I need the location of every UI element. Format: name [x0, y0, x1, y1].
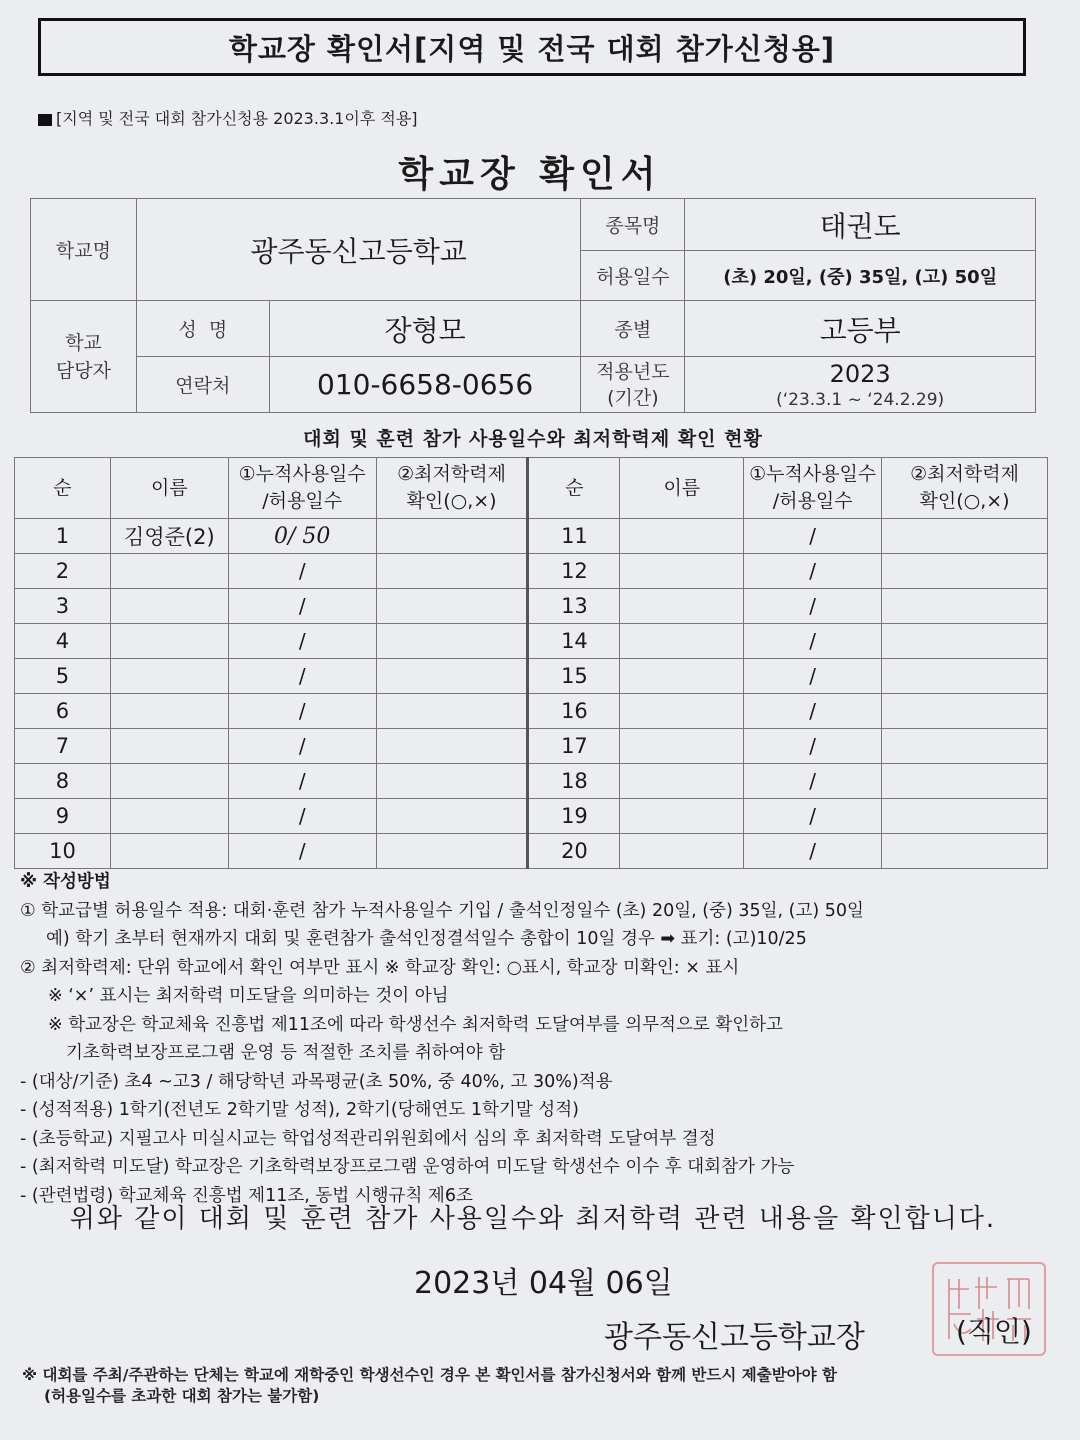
header-name: 이름 [620, 458, 744, 519]
seal-label: (직인) [956, 1315, 1032, 1348]
student-no-cell: 19 [528, 799, 620, 834]
student-name-cell [620, 799, 744, 834]
school-info-table [30, 198, 1036, 413]
min-academic-cell [882, 729, 1048, 764]
cumulative-days-cell: / [744, 799, 882, 834]
instructions-heading: ※ 작성방법 [20, 872, 111, 892]
min-academic-cell [882, 554, 1048, 589]
table-row [15, 659, 1048, 694]
header-no: 순 [528, 458, 620, 519]
student-name-cell [620, 554, 744, 589]
min-academic-cell [376, 589, 528, 624]
cumulative-days-cell: / [744, 764, 882, 799]
contact-label: 연락처 [136, 357, 269, 413]
student-no-cell: 12 [528, 554, 620, 589]
min-academic-cell [376, 834, 528, 869]
document-banner: 학교장 확인서[지역 및 전국 대회 참가신청용] [38, 18, 1026, 76]
allowed-days-label: 허용일수 [581, 251, 685, 301]
student-no-cell: 16 [528, 694, 620, 729]
name-label: 성 명 [136, 301, 269, 357]
instruction-dash-5: - (관련법령) 학교체육 진흥법 제11조, 동법 시행규칙 제6조 [20, 1185, 473, 1206]
instruction-note-2b: 기초학력보장프로그램 운영 등 적절한 조치를 취하여야 함 [66, 1043, 506, 1063]
table-row [15, 589, 1048, 624]
cumulative-days-cell: / [228, 659, 376, 694]
instruction-item-1: ① 학교급별 허용일수 적용: 대회·훈련 참가 누적사용일수 기입 / 출석인정일수 (초) 20일, (중) 35일, (고) 50일 [20, 900, 864, 921]
student-no-cell: 15 [528, 659, 620, 694]
table-row [15, 554, 1048, 589]
year-cell [685, 357, 1036, 413]
table-row [15, 624, 1048, 659]
manager-name-value: 장형모 [269, 301, 581, 357]
cumulative-days-cell: / [744, 519, 882, 554]
division-value: 고등부 [685, 301, 1036, 357]
year-period: (‘23.3.1 ~ ‘24.2.29) [776, 389, 945, 410]
manager-label: 학교 담당자 [31, 301, 137, 413]
instruction-dash-1: - (대상/기준) 초4 ~고3 / 해당학년 과목평균(초 50%, 중 40%, 고 30%)적용 [20, 1071, 613, 1092]
min-academic-cell [376, 799, 528, 834]
table-row [15, 694, 1048, 729]
sport-label: 종목명 [581, 199, 685, 251]
instruction-item-2: ② 최저학력제: 단위 학교에서 확인 여부만 표시 ※ 학교장 확인: ○표시, 학교장 미확인: × 표시 [20, 957, 740, 978]
header-cumulative-days: ①누적사용일수 /허용일수 [744, 458, 882, 519]
student-name-cell: 김영준(2) [110, 519, 228, 554]
table-row [15, 729, 1048, 764]
cumulative-days-cell: / [228, 694, 376, 729]
student-name-cell [110, 729, 228, 764]
min-academic-cell [376, 554, 528, 589]
cumulative-days-cell: / [744, 589, 882, 624]
sport-value: 태권도 [685, 199, 1036, 251]
cumulative-days-cell: / [228, 764, 376, 799]
square-bullet-icon [38, 114, 52, 126]
student-name-cell [620, 764, 744, 799]
roster-header-row [15, 458, 1048, 519]
min-academic-cell [376, 624, 528, 659]
student-name-cell [110, 659, 228, 694]
cumulative-days-cell: / [744, 834, 882, 869]
cumulative-days-cell: / [744, 729, 882, 764]
student-no-cell: 14 [528, 624, 620, 659]
school-name-value: 광주동신고등학교 [136, 199, 581, 301]
instruction-note-1: ※ ‘×’ 표시는 최저학력 미도달을 의미하는 것이 아님 [48, 986, 449, 1006]
instruction-dash-3: - (초등학교) 지필고사 미실시교는 학업성적관리위원회에서 심의 후 최저학력 도달여부 결정 [20, 1128, 716, 1149]
min-academic-cell [882, 519, 1048, 554]
confirmation-statement: 위와 같이 대회 및 훈련 참가 사용일수와 최저학력 관련 내용을 확인합니다. [69, 1204, 997, 1234]
student-name-cell [620, 729, 744, 764]
student-no-cell: 4 [15, 624, 111, 659]
min-academic-cell [882, 799, 1048, 834]
min-academic-cell [376, 694, 528, 729]
student-no-cell: 11 [528, 519, 620, 554]
student-name-cell [110, 589, 228, 624]
cumulative-days-cell: / [744, 659, 882, 694]
student-no-cell: 7 [15, 729, 111, 764]
footer-line-2: (허용일수를 초과한 대회 참가는 불가함) [44, 1387, 320, 1405]
instruction-dash-4: - (최저학력 미도달) 학교장은 기초학력보장프로그램 운영하여 미도달 학생선수 이수 후 대회참가 가능 [20, 1157, 795, 1177]
student-name-cell [620, 519, 744, 554]
contact-value: 010-6658-0656 [269, 357, 581, 413]
cumulative-days-cell: / [744, 554, 882, 589]
student-name-cell [620, 589, 744, 624]
student-no-cell: 2 [15, 554, 111, 589]
student-no-cell: 1 [15, 519, 111, 554]
allowed-days-value: (초) 20일, (중) 35일, (고) 50일 [685, 251, 1036, 301]
min-academic-cell [376, 519, 528, 554]
student-no-cell: 3 [15, 589, 111, 624]
min-academic-cell [376, 729, 528, 764]
cumulative-days-cell: / [744, 694, 882, 729]
min-academic-cell [882, 659, 1048, 694]
student-no-cell: 13 [528, 589, 620, 624]
header-min-academic: ②최저학력제 확인(○,×) [376, 458, 528, 519]
cumulative-days-cell: / [228, 729, 376, 764]
student-name-cell [110, 554, 228, 589]
student-name-cell [620, 834, 744, 869]
min-academic-cell [882, 694, 1048, 729]
header-cumulative-days: ①누적사용일수 /허용일수 [228, 458, 376, 519]
min-academic-cell [882, 624, 1048, 659]
footer-line-1: ※ 대회를 주최/주관하는 단체는 학교에 재학중인 학생선수인 경우 본 확인서를 참가신청서와 함께 반드시 제출받아야 함 [22, 1366, 837, 1384]
student-no-cell: 10 [15, 834, 111, 869]
student-name-cell [620, 659, 744, 694]
cumulative-days-cell: / [228, 834, 376, 869]
header-name: 이름 [110, 458, 228, 519]
student-no-cell: 8 [15, 764, 111, 799]
cumulative-days-cell: / [228, 799, 376, 834]
status-section-title: 대회 및 훈련 참가 사용일수와 최저학력제 확인 현황 [303, 428, 763, 450]
instruction-dash-2: - (성적적용) 1학기(전년도 2학기말 성적), 2학기(당해연도 1학기말 성적) [20, 1100, 579, 1120]
roster-table [14, 457, 1048, 869]
header-min-academic: ②최저학력제 확인(○,×) [882, 458, 1048, 519]
footer-note [22, 1365, 1062, 1407]
cumulative-days-cell: 0/ 50 [228, 519, 376, 554]
min-academic-cell [376, 764, 528, 799]
instruction-example: 예) 학기 초부터 현재까지 대회 및 훈련참가 출석인정결석일수 총합이 10일 경우 ➡ 표기: (고)10/25 [46, 929, 807, 949]
student-no-cell: 9 [15, 799, 111, 834]
page-title: 학교장 확인서 [398, 154, 662, 195]
division-label: 종별 [581, 301, 685, 357]
table-row [15, 834, 1048, 869]
cumulative-days-cell: / [228, 554, 376, 589]
header-no: 순 [15, 458, 111, 519]
instructions-section [20, 868, 1060, 1210]
min-academic-cell [882, 834, 1048, 869]
min-academic-cell [882, 764, 1048, 799]
student-name-cell [620, 694, 744, 729]
min-academic-cell [376, 659, 528, 694]
student-no-cell: 6 [15, 694, 111, 729]
cumulative-days-cell: / [228, 624, 376, 659]
student-name-cell [620, 624, 744, 659]
year-label: 적용년도 (기간) [581, 357, 685, 413]
instruction-note-2a: ※ 학교장은 학교체육 진흥법 제11조에 따라 학생선수 최저학력 도달여부를 의무적으로 확인하고 [48, 1014, 783, 1035]
table-row [15, 519, 1048, 554]
principal-title: 광주동신고등학교장 [604, 1320, 865, 1355]
student-name-cell [110, 799, 228, 834]
table-row [15, 799, 1048, 834]
student-no-cell: 20 [528, 834, 620, 869]
min-academic-cell [882, 589, 1048, 624]
issue-date: 2023년 04월 06일 [414, 1266, 673, 1301]
student-no-cell: 5 [15, 659, 111, 694]
student-no-cell: 17 [528, 729, 620, 764]
student-name-cell [110, 694, 228, 729]
year-value: 2023 [829, 359, 891, 388]
student-name-cell [110, 834, 228, 869]
table-row [15, 764, 1048, 799]
cumulative-days-cell: / [744, 624, 882, 659]
student-name-cell [110, 764, 228, 799]
cumulative-days-cell: / [228, 589, 376, 624]
student-name-cell [110, 624, 228, 659]
school-name-label: 학교명 [31, 199, 137, 301]
student-no-cell: 18 [528, 764, 620, 799]
applicability-note: [지역 및 전국 대회 참가신청용 2023.3.1이후 적용] [38, 106, 418, 129]
